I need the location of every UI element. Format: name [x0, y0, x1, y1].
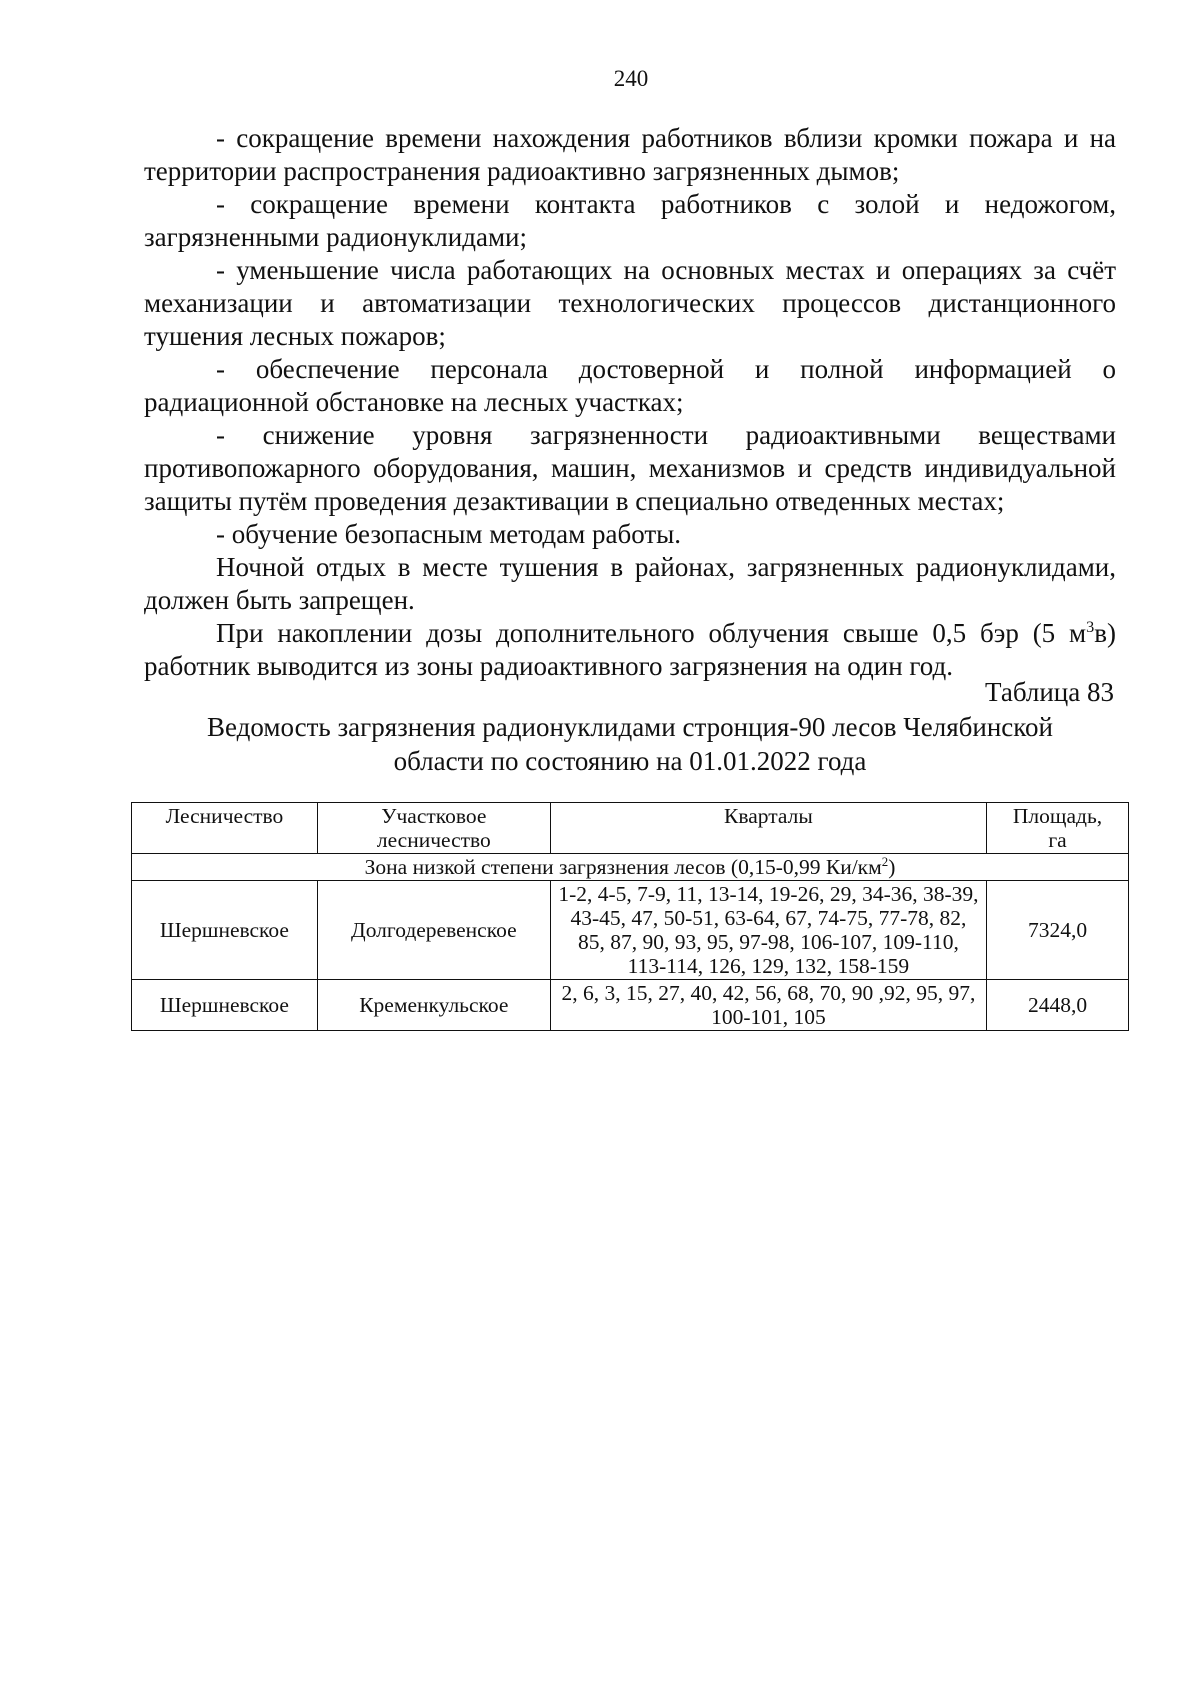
paragraph: - обеспечение персонала достоверной и полной информацией о радиационной обстановке на лесных участках;	[144, 354, 1116, 417]
paragraph: - обучение безопасным методам работы.	[216, 519, 682, 549]
header-district-forestry-line: Участковое	[381, 804, 487, 828]
paragraph: - уменьшение числа работающих на основных местах и операциях за счёт механизации и автоматизации технологических процессов дистанционного тушения лесных пожаров;	[144, 255, 1116, 351]
cell-forestry: Шершневское	[132, 881, 318, 980]
page-number: 240	[613, 66, 649, 91]
zone-text-before: Зона низкой степени загрязнения лесов (0,15-0,99 Ки/км	[364, 855, 882, 879]
table-title-line: Ведомость загрязнения радионуклидами стронция-90 лесов Челябинской	[207, 712, 1053, 742]
header-quarters: Кварталы	[550, 803, 986, 854]
header-district-forestry	[317, 803, 550, 854]
table-row	[132, 881, 1129, 980]
contamination-table	[131, 802, 1129, 1031]
paragraph: - сокращение времени нахождения работников вблизи кромки пожара и на территории распространения радиоактивно загрязненных дымов;	[144, 123, 1116, 186]
paragraph: Ночной отдых в месте тушения в районах, загрязненных радионуклидами, должен быть запрещен.	[144, 552, 1116, 615]
table-label: Таблица 83	[985, 677, 1114, 707]
cell-district-forestry: Кременкульское	[317, 980, 550, 1031]
table-title-line: области по состоянию на 01.01.2022 года	[393, 746, 867, 776]
cell-district-forestry: Долгодеревенское	[317, 881, 550, 980]
dose-text-before: При накоплении дозы дополнительного облучения свыше 0,5 бэр (5 м	[216, 618, 1087, 648]
header-forestry: Лесничество	[132, 803, 318, 854]
cell-area: 2448,0	[987, 980, 1129, 1031]
paragraph: - сокращение времени контакта работников с золой и недожогом, загрязненными радионуклидами;	[144, 189, 1116, 252]
header-area-line: га	[1048, 828, 1067, 852]
table-row	[132, 980, 1129, 1031]
table-header-row	[132, 803, 1129, 854]
header-area-line: Площадь,	[1012, 804, 1103, 828]
body-text	[144, 122, 1116, 683]
dose-text-after: в) работник выводится из зоны радиоактивного загрязнения на один год.	[144, 618, 1116, 681]
header-area	[987, 803, 1129, 854]
cell-quarters: 2, 6, 3, 15, 27, 40, 42, 56, 68, 70, 90 ,92, 95, 97, 100-101, 105	[550, 980, 986, 1031]
cell-area: 7324,0	[987, 881, 1129, 980]
dose-paragraph	[144, 617, 1116, 683]
cell-quarters: 1-2, 4-5, 7-9, 11, 13-14, 19-26, 29, 34-36, 38-39, 43-45, 47, 50-51, 63-64, 67, 74-75, 77-78, 82, 85, 87, 90, 93, 95, 97-98, 106-107, 109-110, 113-114, 126, 129, 132, 158-159	[550, 881, 986, 980]
paragraph: - снижение уровня загрязненности радиоактивными веществами противопожарного оборудования, машин, механизмов и средств индивидуальной защиты путём проведения дезактивации в специально отведенных местах;	[144, 420, 1116, 516]
zone-superscript: 2	[881, 854, 889, 869]
dose-superscript: 3	[1086, 618, 1095, 636]
zone-text-after: )	[888, 855, 896, 879]
zone-cell	[132, 854, 1129, 881]
zone-row	[132, 854, 1129, 881]
table-title	[144, 710, 1116, 778]
cell-forestry: Шершневское	[132, 980, 318, 1031]
header-district-forestry-line: лесничество	[376, 828, 491, 852]
